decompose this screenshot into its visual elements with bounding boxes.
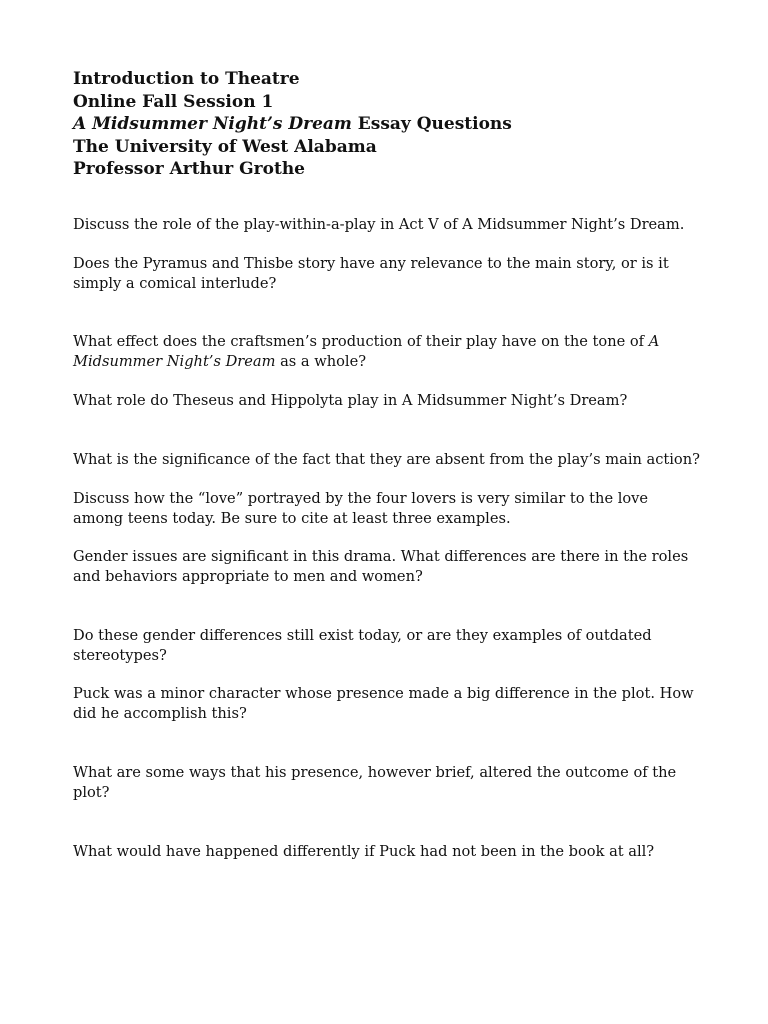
question-3-text-start: What effect does the craftsmen’s production of their play have on the tone of: [73, 333, 649, 350]
question-7: Gender issues are significant in this drama. What differences are there in the roles and behaviors appropriate to men and women?: [73, 548, 689, 585]
question-8: Do these gender differences still exist today, or are they examples of outdated stereotypes?: [73, 627, 652, 664]
assignment-label: Essay Questions: [351, 114, 512, 134]
question-3-text-end: as a whole?: [275, 352, 367, 370]
question-3: [73, 332, 701, 371]
question-6: Discuss how the “love” portrayed by the four lovers is very similar to the love among teens today. Be sure to cite at least three examples.: [73, 490, 649, 527]
course-title: Introduction to Theatre: [73, 69, 300, 89]
question-10: What are some ways that his presence, however brief, altered the outcome of the plot?: [73, 764, 677, 801]
question-11: What would have happened differently if Puck had not been in the book at all?: [73, 843, 655, 860]
question-2: Does the Pyramus and Thisbe story have any relevance to the main story, or is it simply a comical interlude?: [73, 255, 669, 292]
play-title: A Midsummer Night’s Dream: [73, 114, 352, 134]
question-9: Puck was a minor character whose presence made a big difference in the plot. How did he accomplish this?: [73, 685, 694, 722]
professor-name: Professor Arthur Grothe: [73, 159, 305, 179]
university-name: The University of West Alabama: [73, 136, 377, 157]
session-name: Online Fall Session 1: [73, 91, 274, 112]
question-4: What role do Theseus and Hippolyta play in A Midsummer Night’s Dream?: [73, 392, 628, 409]
question-3-play-title: A Midsummer Night’s Dream: [73, 333, 660, 370]
question-1: Discuss the role of the play-within-a-play in Act V of A Midsummer Night’s Dream.: [73, 216, 685, 233]
assignment-title: [73, 113, 713, 136]
question-5: What is the significance of the fact that they are absent from the play’s main action?: [73, 451, 700, 468]
document-header: [73, 68, 713, 181]
